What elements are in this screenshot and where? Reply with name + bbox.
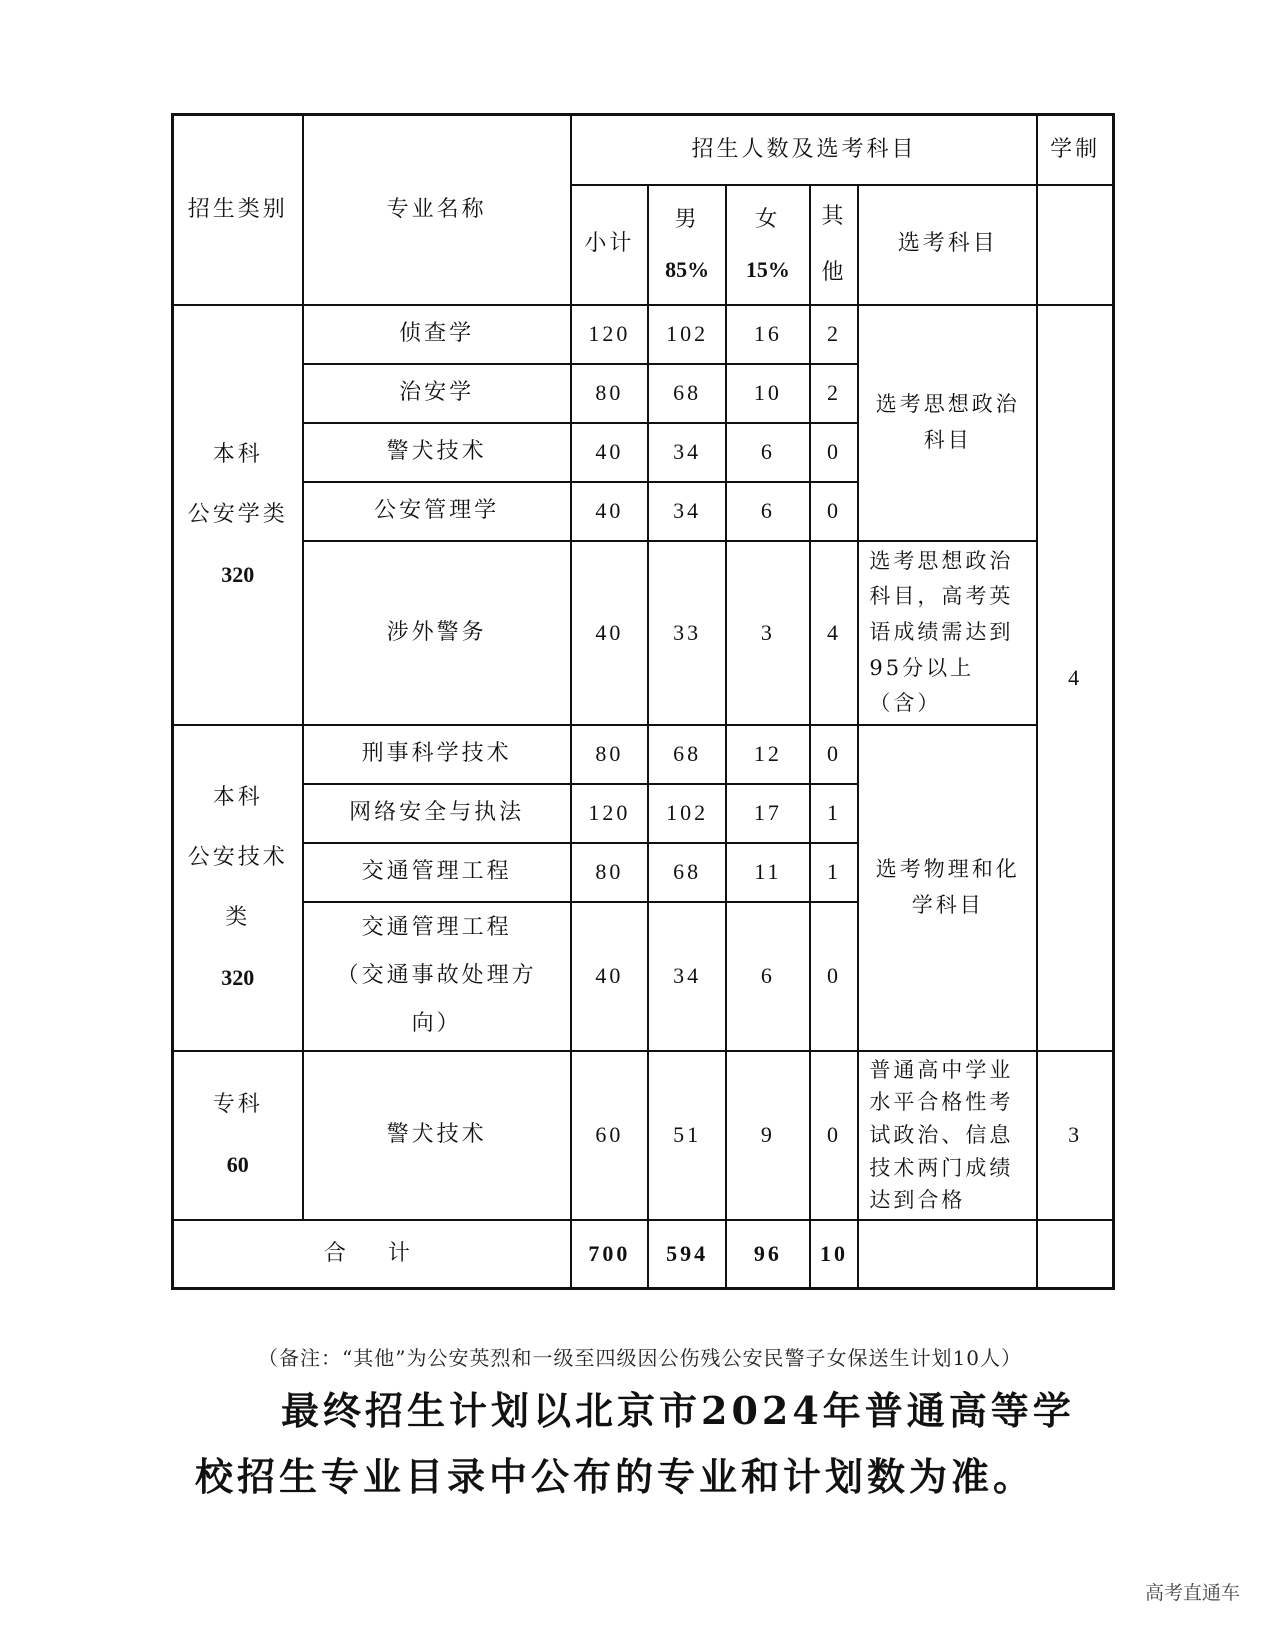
female-value: 9 (726, 1051, 809, 1220)
major-name-line-2: （交通事故处理方 (336, 963, 537, 989)
subjects-requirement: 普通高中学业水平合格性考试政治、信息技术两门成绩达到合格 (858, 1051, 1037, 1220)
header-other-char-1: 其 (821, 203, 847, 229)
category-level: 本科 (212, 784, 263, 810)
female-value: 11 (726, 843, 809, 902)
other-value: 1 (810, 784, 859, 843)
source-watermark: 高考直通车 (1144, 1582, 1240, 1604)
male-value: 34 (648, 423, 726, 482)
subtotal-value: 120 (571, 305, 648, 364)
major-name: 网络安全与执法 (303, 784, 571, 843)
subtotal-value: 80 (571, 843, 648, 902)
male-value: 102 (648, 305, 726, 364)
subjects-requirement: 选考思想政治科目，高考英语成绩需达到95分以上（含） (858, 541, 1037, 725)
header-subtotal: 小计 (571, 185, 648, 305)
other-value: 2 (810, 305, 859, 364)
header-subjects: 选考科目 (858, 185, 1037, 305)
other-value: 1 (810, 843, 859, 902)
category-name: 公安学类 (187, 501, 288, 527)
subjects-requirement: 选考思想政治科目 (858, 305, 1037, 541)
header-female-label: 女 (755, 206, 781, 232)
major-name: 警犬技术 (303, 423, 571, 482)
major-name (303, 902, 571, 1051)
major-name: 刑事科学技术 (303, 725, 571, 784)
category-cell-police-science (173, 305, 303, 725)
other-value: 0 (810, 423, 859, 482)
table-row (173, 725, 1114, 784)
major-name-line-1: 交通管理工程 (361, 915, 512, 941)
header-category: 招生类别 (173, 115, 303, 305)
female-value: 6 (726, 902, 809, 1051)
total-other: 10 (810, 1220, 859, 1289)
subtotal-value: 60 (571, 1051, 648, 1220)
subtotal-value: 40 (571, 482, 648, 541)
subtotal-value: 40 (571, 541, 648, 725)
category-name-suffix: 类 (225, 904, 251, 930)
header-male (648, 185, 726, 305)
major-name: 警犬技术 (303, 1051, 571, 1220)
other-value: 2 (810, 364, 859, 423)
header-male-pct: 85% (665, 256, 710, 282)
header-major: 专业名称 (303, 115, 571, 305)
subtotal-value: 40 (571, 902, 648, 1051)
table-row (173, 1051, 1114, 1220)
category-cell-vocational (173, 1051, 303, 1220)
header-male-label: 男 (674, 206, 700, 232)
header-enrollment-group: 招生人数及选考科目 (571, 115, 1037, 185)
table-row (173, 305, 1114, 364)
subjects-requirement: 选考物理和化学科目 (858, 725, 1037, 1051)
header-female-pct: 15% (745, 256, 790, 282)
enrollment-plan-table (171, 113, 1115, 1290)
subtotal-value: 80 (571, 364, 648, 423)
subtotal-value: 80 (571, 725, 648, 784)
header-duration: 学制 (1037, 115, 1113, 185)
category-total: 320 (221, 964, 255, 990)
category-total: 320 (221, 561, 255, 587)
male-value: 68 (648, 364, 726, 423)
total-label: 合 计 (173, 1220, 571, 1289)
male-value: 34 (648, 482, 726, 541)
subtotal-value: 40 (571, 423, 648, 482)
male-value: 102 (648, 784, 726, 843)
header-row-1 (173, 115, 1114, 185)
final-statement: 最终招生计划以北京市2024年普通高等学校招生专业目录中公布的专业和计划数为准。 (195, 1388, 1075, 1499)
major-name: 交通管理工程 (303, 843, 571, 902)
major-name: 治安学 (303, 364, 571, 423)
table-footnote: （备注：“其他”为公安英烈和一级至四级因公伤残公安民警子女保送生计划10人） (258, 1346, 1022, 1370)
other-value: 0 (810, 725, 859, 784)
other-value: 4 (810, 541, 859, 725)
total-subjects-blank (858, 1220, 1037, 1289)
other-value: 0 (810, 902, 859, 1051)
header-duration-blank (1037, 185, 1113, 305)
header-other (810, 185, 859, 305)
female-value: 17 (726, 784, 809, 843)
female-value: 12 (726, 725, 809, 784)
major-name: 公安管理学 (303, 482, 571, 541)
male-value: 68 (648, 843, 726, 902)
total-duration-blank (1037, 1220, 1113, 1289)
table-row (173, 541, 1114, 725)
duration-value: 4 (1037, 305, 1113, 1051)
male-value: 68 (648, 725, 726, 784)
female-value: 6 (726, 482, 809, 541)
total-subtotal: 700 (571, 1220, 648, 1289)
female-value: 16 (726, 305, 809, 364)
category-level: 专科 (212, 1092, 263, 1118)
major-name: 涉外警务 (303, 541, 571, 725)
header-other-char-2: 他 (821, 259, 847, 285)
female-value: 3 (726, 541, 809, 725)
other-value: 0 (810, 1051, 859, 1220)
total-female: 96 (726, 1220, 809, 1289)
female-value: 6 (726, 423, 809, 482)
category-name: 公安技术 (187, 844, 288, 870)
subtotal-value: 120 (571, 784, 648, 843)
category-cell-police-technology (173, 725, 303, 1051)
header-female (726, 185, 809, 305)
total-male: 594 (648, 1220, 726, 1289)
female-value: 10 (726, 364, 809, 423)
male-value: 51 (648, 1051, 726, 1220)
other-value: 0 (810, 482, 859, 541)
male-value: 33 (648, 541, 726, 725)
major-name-line-3: 向） (411, 1011, 462, 1037)
category-total: 60 (226, 1152, 249, 1178)
duration-value: 3 (1037, 1051, 1113, 1220)
category-level: 本科 (212, 441, 263, 467)
major-name: 侦查学 (303, 305, 571, 364)
male-value: 34 (648, 902, 726, 1051)
total-row (173, 1220, 1114, 1289)
